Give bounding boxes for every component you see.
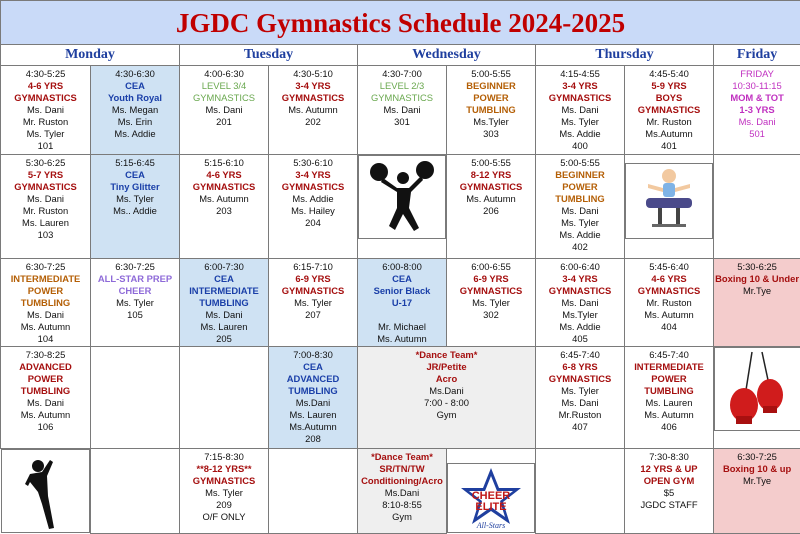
class-line: 6:30-7:25 (91, 261, 179, 273)
class-line: 6:00-6:40 (536, 261, 624, 273)
class-line: Ms. Dani (714, 116, 800, 128)
class-line: Conditioning/Acro (358, 475, 446, 487)
class-line: 7:00-8:30 (269, 349, 357, 361)
class-line: 204 (269, 217, 357, 229)
class-line: Ms. Tyler (1, 128, 90, 140)
class-line: CEA (269, 361, 357, 373)
class-line: 5-9 YRS (625, 80, 713, 92)
class-line: 5:00-5:55 (536, 157, 624, 169)
class-line: TUMBLING (1, 297, 90, 309)
class-line: 6:45-7:40 (536, 349, 624, 361)
class-cell (180, 66, 269, 155)
class-line: 104 (1, 333, 90, 345)
class-line: 5:45-6:40 (625, 261, 713, 273)
class-line: 6-9 YRS (447, 273, 535, 285)
class-line: 4-6 YRS (1, 80, 90, 92)
class-line: Ms. Megan (91, 104, 179, 116)
empty-cell (269, 449, 358, 534)
class-cell (358, 259, 447, 347)
class-line: GYMNASTICS (180, 92, 268, 104)
class-line: 203 (180, 205, 268, 217)
class-line: 303 (447, 128, 535, 140)
class-line: 7:15-8:30 (180, 451, 268, 463)
class-line: TUMBLING (1, 385, 90, 397)
class-cell (714, 449, 800, 534)
class-line: 401 (625, 140, 713, 152)
class-line: 5:15-6:45 (91, 157, 179, 169)
class-line: 103 (1, 229, 90, 241)
class-line: GYMNASTICS (625, 285, 713, 297)
class-line: 6:00-8:00 (358, 261, 446, 273)
class-line: POWER (447, 92, 535, 104)
empty-cell (91, 449, 180, 534)
class-line: Youth Royal (91, 92, 179, 104)
class-line: Ms. Addie (536, 229, 624, 241)
boxing-gloves-icon (726, 350, 788, 430)
svg-text:CHEER: CHEER (472, 490, 511, 502)
class-cell (714, 259, 800, 347)
class-line: BEGINNER (447, 80, 535, 92)
class-line: SR/TN/TW (358, 463, 446, 475)
class-line: 407 (536, 421, 624, 433)
class-line: Ms. Tyler (536, 385, 624, 397)
class-line: 202 (269, 116, 357, 128)
class-line: 12 YRS & UP (625, 463, 713, 475)
class-line: 4:15-4:55 (536, 68, 624, 80)
class-line: Ms. Erin (91, 116, 179, 128)
class-line: GYMNASTICS (447, 181, 535, 193)
class-cell (536, 259, 625, 347)
class-line: 405 (536, 333, 624, 345)
class-line: TUMBLING (180, 297, 268, 309)
class-line: GYMNASTICS (269, 92, 357, 104)
class-line: 301 (358, 116, 446, 128)
class-line: 3-4 YRS (269, 80, 357, 92)
class-line: TUMBLING (536, 193, 624, 205)
class-line: 7:30-8:30 (625, 451, 713, 463)
class-line: ADVANCED (269, 373, 357, 385)
schedule-row (1, 66, 800, 155)
class-line: $5 (625, 487, 713, 499)
class-line: 205 (180, 333, 268, 345)
class-line: Mr. Ruston (1, 205, 90, 217)
class-cell (91, 155, 180, 259)
class-line: Ms. Lauren (625, 397, 713, 409)
gymnast-silhouette-icon (20, 452, 70, 532)
empty-cell (714, 155, 800, 259)
class-line: GYMNASTICS (358, 92, 446, 104)
svg-text:All-Stars: All-Stars (476, 521, 505, 530)
class-line: Ms. Dani (1, 193, 90, 205)
class-line: Ms. Tyler (91, 193, 179, 205)
class-line: Ms. Lauren (180, 321, 268, 333)
class-line: Ms. Tyler (269, 297, 357, 309)
class-line: 4:30-6:30 (91, 68, 179, 80)
class-line: Ms. Dani (1, 397, 90, 409)
class-line: TUMBLING (269, 385, 357, 397)
class-cell (180, 259, 269, 347)
class-line: Ms. Autumn (625, 409, 713, 421)
class-line: GYMNASTICS (180, 181, 268, 193)
class-line: CHEER (91, 285, 179, 297)
class-cell (447, 66, 536, 155)
class-cell (91, 66, 180, 155)
class-line: POWER (1, 373, 90, 385)
class-line: 404 (625, 321, 713, 333)
class-line: **8-12 YRS** (180, 463, 268, 475)
class-line: 4-6 YRS (625, 273, 713, 285)
class-line: Ms. Dani (536, 297, 624, 309)
class-line: Mr. Ruston (1, 116, 90, 128)
class-line: JGDC STAFF (625, 499, 713, 511)
class-cell (358, 449, 447, 534)
class-line: INTERMEDIATE (1, 273, 90, 285)
day-header-friday: Friday (714, 45, 800, 66)
class-line: LEVEL 3/4 (180, 80, 268, 92)
class-line: GYMNASTICS (625, 104, 713, 116)
class-line: Ms. Dani (536, 397, 624, 409)
class-cell (536, 347, 625, 449)
class-line: 501 (714, 128, 800, 140)
class-line: 6:15-7:10 (269, 261, 357, 273)
class-cell (358, 347, 536, 449)
empty-cell (91, 347, 180, 449)
class-line: 4:30-5:25 (1, 68, 90, 80)
class-cell (269, 259, 358, 347)
class-line: GYMNASTICS (536, 373, 624, 385)
class-line: Ms. Autumn (447, 193, 535, 205)
class-line (358, 309, 446, 321)
class-line: Ms. Dani (1, 104, 90, 116)
class-line: Ms.Autumn (269, 421, 357, 433)
class-line: TUMBLING (447, 104, 535, 116)
class-line: 208 (269, 433, 357, 445)
class-line: GYMNASTICS (536, 92, 624, 104)
class-line: JR/Petite (358, 361, 535, 373)
class-line: Ms.Dani (358, 385, 535, 397)
image-cell (714, 347, 800, 431)
class-cell (269, 66, 358, 155)
class-cell (1, 347, 91, 449)
class-line: 5:30-6:25 (1, 157, 90, 169)
class-line: POWER (536, 181, 624, 193)
image-cell (358, 155, 446, 239)
class-cell (447, 259, 536, 347)
class-line: GYMNASTICS (1, 181, 90, 193)
class-line: Mr. Ruston (625, 297, 713, 309)
class-line: Ms. Dani (536, 205, 624, 217)
class-cell (447, 155, 536, 259)
class-cell (625, 347, 714, 449)
class-cell (625, 449, 714, 534)
class-line: Ms. Dani (536, 104, 624, 116)
class-line: 6-8 YRS (536, 361, 624, 373)
class-line: 402 (536, 241, 624, 253)
class-line: 5:30-6:10 (269, 157, 357, 169)
class-line: INTERMEDIATE (625, 361, 713, 373)
class-line: Ms. Autumn (180, 193, 268, 205)
class-line: Ms.. Addie (91, 205, 179, 217)
class-line: 6-9 YRS (269, 273, 357, 285)
class-cell (269, 347, 358, 449)
class-line: TUMBLING (625, 385, 713, 397)
class-line: Boxing 10 & Under (714, 273, 800, 285)
class-line: 6:45-7:40 (625, 349, 713, 361)
class-cell (269, 155, 358, 259)
class-cell (714, 66, 800, 155)
class-cell (91, 259, 180, 347)
class-cell (358, 66, 447, 155)
class-line: 201 (180, 116, 268, 128)
class-line: INTERMEDIATE (180, 285, 268, 297)
class-line: CEA (91, 80, 179, 92)
class-line: 6:00-6:55 (447, 261, 535, 273)
empty-cell (536, 449, 625, 534)
class-line: 4-6 YRS (180, 169, 268, 181)
class-line: *Dance Team* (358, 349, 535, 361)
class-line: 5-7 YRS (1, 169, 90, 181)
class-line: 105 (91, 309, 179, 321)
empty-cell (180, 347, 269, 449)
class-line: FRIDAY (714, 68, 800, 80)
class-line: Ms. Lauren (1, 217, 90, 229)
class-line: Ms. Autumn (1, 321, 90, 333)
class-line: 400 (536, 140, 624, 152)
class-line: Ms. Hailey (269, 205, 357, 217)
schedule-row (1, 449, 800, 534)
class-line: 406 (625, 421, 713, 433)
class-line: Ms. Tyler (91, 297, 179, 309)
class-line: Ms. Addie (269, 193, 357, 205)
class-line: 5:00-5:55 (447, 157, 535, 169)
class-line: 5:15-6:10 (180, 157, 268, 169)
class-line: Mr.Tye (714, 285, 800, 297)
page-title: JGDC Gymnastics Schedule 2024-2025 (1, 1, 800, 45)
class-line: Ms. Dani (180, 104, 268, 116)
class-line: POWER (1, 285, 90, 297)
class-line: Ms. Tyler (180, 487, 268, 499)
class-line: 6:30-7:25 (1, 261, 90, 273)
class-cell (536, 66, 625, 155)
class-line: 3-4 YRS (536, 80, 624, 92)
class-line: 10:30-11:15 (714, 80, 800, 92)
cheer-elite-logo (459, 466, 523, 532)
class-line: Ms.Dani (358, 487, 446, 499)
class-line: 7:30-8:25 (1, 349, 90, 361)
class-line: 7:00 - 8:00 (358, 397, 535, 409)
class-line: ADVANCED (1, 361, 90, 373)
class-line: 302 (447, 309, 535, 321)
class-line: CEA (91, 169, 179, 181)
class-line: Ms.Dani (269, 397, 357, 409)
class-line: 209 (180, 499, 268, 511)
class-line: OPEN GYM (625, 475, 713, 487)
class-line: MOM & TOT (714, 92, 800, 104)
schedule-row (1, 259, 800, 347)
class-line: 106 (1, 421, 90, 433)
class-line: Mr.Tye (714, 475, 800, 487)
class-line: BEGINNER (536, 169, 624, 181)
class-line: 4:00-6:30 (180, 68, 268, 80)
schedule-row (1, 155, 800, 259)
class-line: Ms. Autumn (358, 333, 446, 345)
class-line: GYMNASTICS (269, 285, 357, 297)
class-line: ALL-STAR PREP (91, 273, 179, 285)
class-line: GYMNASTICS (269, 181, 357, 193)
class-line: Ms. Autumn (625, 309, 713, 321)
class-line: 5:00-5:55 (447, 68, 535, 80)
pommel-horse-icon (638, 166, 700, 238)
image-cell (447, 463, 535, 533)
class-cell (180, 155, 269, 259)
class-line: Ms. Dani (1, 309, 90, 321)
class-line: U-17 (358, 297, 446, 309)
class-line: Ms. Addie (536, 321, 624, 333)
class-line: Ms.Tyler (536, 309, 624, 321)
class-line: Ms. Tyler (536, 217, 624, 229)
class-line: Mr. Michael (358, 321, 446, 333)
class-line: 4:45-5:40 (625, 68, 713, 80)
class-line: Ms. Tyler (536, 116, 624, 128)
schedule-row (1, 347, 800, 449)
image-cell (625, 163, 713, 239)
class-line: Acro (358, 373, 535, 385)
class-line: Ms. Autumn (269, 104, 357, 116)
class-line: Ms. Dani (180, 309, 268, 321)
day-header-tuesday: Tuesday (180, 45, 358, 66)
class-line: Tiny Glitter (91, 181, 179, 193)
class-line: 5:30-6:25 (714, 261, 800, 273)
class-line: POWER (625, 373, 713, 385)
cheerleader-icon (367, 158, 437, 238)
class-line: GYMNASTICS (1, 92, 90, 104)
class-line: 4:30-5:10 (269, 68, 357, 80)
class-line: Mr. Ruston (625, 116, 713, 128)
class-line: LEVEL 2/3 (358, 80, 446, 92)
class-line: 8-12 YRS (447, 169, 535, 181)
class-line: GYMNASTICS (180, 475, 268, 487)
class-line: 101 (1, 140, 90, 152)
class-line: Ms.Autumn (625, 128, 713, 140)
class-line: Ms. Addie (91, 128, 179, 140)
class-line: Ms. Autumn (1, 409, 90, 421)
class-line: 3-4 YRS (269, 169, 357, 181)
class-cell (1, 66, 91, 155)
class-cell (180, 449, 269, 534)
class-line: Ms. Lauren (269, 409, 357, 421)
class-cell (1, 259, 91, 347)
class-cell (1, 155, 91, 259)
class-line: Gym (358, 511, 446, 523)
class-line: BOYS (625, 92, 713, 104)
class-line: 8:10-8:55 (358, 499, 446, 511)
class-line: CEA (358, 273, 446, 285)
class-line: Ms. Dani (358, 104, 446, 116)
class-line: 6:00-7:30 (180, 261, 268, 273)
image-cell (1, 449, 91, 533)
class-line: CEA (180, 273, 268, 285)
class-line: Boxing 10 & up (714, 463, 800, 475)
day-header-wednesday: Wednesday (358, 45, 536, 66)
class-cell (625, 259, 714, 347)
class-line: GYMNASTICS (447, 285, 535, 297)
class-line: 4:30-7:00 (358, 68, 446, 80)
class-line: Senior Black (358, 285, 446, 297)
class-line: GYMNASTICS (536, 285, 624, 297)
svg-text:ELITE: ELITE (475, 501, 506, 513)
class-line: Ms.Tyler (447, 116, 535, 128)
day-header-monday: Monday (1, 45, 180, 66)
class-line: 206 (447, 205, 535, 217)
class-cell (625, 66, 714, 155)
class-line: Ms. Addie (536, 128, 624, 140)
class-line: Ms. Tyler (447, 297, 535, 309)
class-line: 3-4 YRS (536, 273, 624, 285)
class-line: *Dance Team* (358, 451, 446, 463)
class-line: 6:30-7:25 (714, 451, 800, 463)
class-line: Gym (358, 409, 535, 421)
class-line: 207 (269, 309, 357, 321)
class-cell (536, 155, 625, 259)
class-line: 1-3 YRS (714, 104, 800, 116)
class-line: O/F ONLY (180, 511, 268, 523)
day-header-thursday: Thursday (536, 45, 714, 66)
class-line: Mr.Ruston (536, 409, 624, 421)
